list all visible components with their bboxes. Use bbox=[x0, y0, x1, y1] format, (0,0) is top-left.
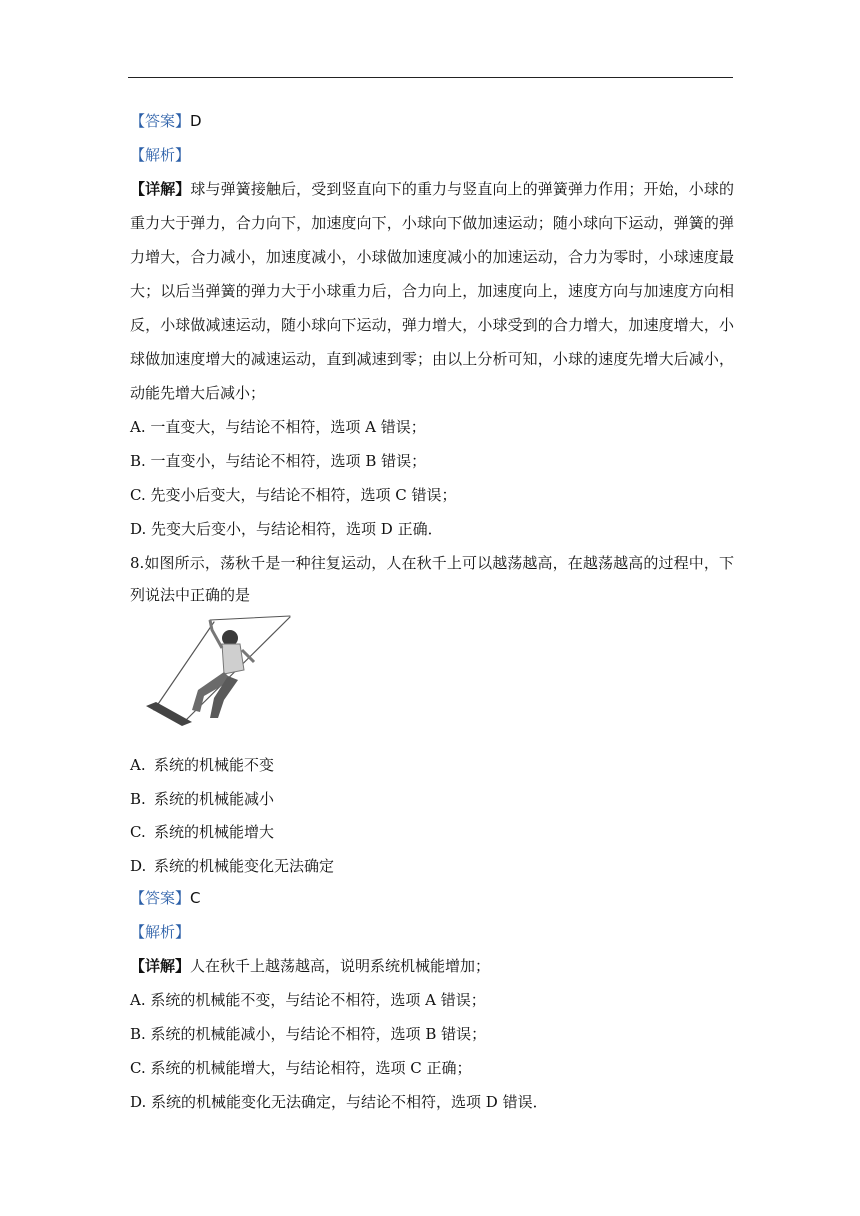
option-text: 系统的机械能增大 bbox=[154, 823, 275, 841]
q7-detail-line-3: 力增大，合力减小，加速度减小，小球做加速度减小的加速运动，合力为零时，小球速度最 bbox=[130, 248, 734, 266]
q7-explanation-c: C. 先变小后变大，与结论不相符，选项 C 错误； bbox=[130, 486, 457, 504]
q7-explanation-d: D. 先变大后变小，与结论相符，选项 D 正确． bbox=[130, 520, 443, 538]
q8-option-a bbox=[130, 755, 734, 775]
q7-detail-line-7: 动能先增大后减小； bbox=[130, 384, 266, 402]
q7-explanation-b: B. 一直变小，与结论不相符，选项 B 错误； bbox=[130, 452, 427, 470]
option-letter: C. bbox=[130, 823, 146, 841]
option-letter: A. bbox=[130, 756, 146, 774]
q7-answer-line bbox=[130, 111, 734, 131]
answer-tag: 【答案】 bbox=[130, 889, 191, 907]
q8-option-b bbox=[130, 789, 734, 809]
option-letter: B. bbox=[130, 790, 146, 808]
q7-detail-line-6: 球做加速度增大的减速运动，直到减速到零；由以上分析可知，小球的速度先增大后减小， bbox=[130, 350, 734, 368]
option-text: 系统的机械能减小 bbox=[154, 790, 275, 808]
q7-detail-line-1 bbox=[130, 179, 734, 199]
detail-text: 人在秋千上越荡越高，说明系统机械能增加； bbox=[190, 957, 491, 975]
q8-explanation-a: A. 系统的机械能不变，与结论不相符，选项 A 错误； bbox=[130, 991, 486, 1009]
q8-explanation-d: D. 系统的机械能变化无法确定，与结论不相符，选项 D 错误． bbox=[130, 1093, 548, 1111]
q8-explanation-c: C. 系统的机械能增大，与结论相符，选项 C 正确； bbox=[130, 1059, 472, 1077]
q8-answer-line bbox=[130, 888, 734, 908]
q8-analysis-tag: 【解析】 bbox=[130, 923, 191, 941]
child-figure bbox=[192, 620, 254, 718]
option-text: 系统的机械能变化无法确定 bbox=[154, 857, 335, 875]
q8-stem-line-2: 列说法中正确的是 bbox=[130, 586, 251, 604]
detail-tag: 【详解】 bbox=[130, 180, 191, 198]
answer-value: C bbox=[190, 889, 201, 907]
detail-tag: 【详解】 bbox=[130, 957, 191, 975]
q8-stem-line-1: 8.如图所示，荡秋千是一种往复运动，人在秋千上可以越荡越高，在越荡越高的过程中，下 bbox=[130, 554, 734, 572]
q7-explanation-a: A. 一直变大，与结论不相符，选项 A 错误； bbox=[130, 418, 426, 436]
q7-detail-line-4: 大；以后当弹簧的弹力大于小球重力后，合力向上，加速度向上，速度方向与加速度方向相 bbox=[130, 282, 734, 300]
q8-option-d bbox=[130, 856, 734, 876]
q7-detail-line-5: 反，小球做减速运动，随小球向下运动，弹力增大，小球受到的合力增大，加速度增大，小 bbox=[130, 316, 734, 334]
detail-text: 球与弹簧接触后，受到竖直向下的重力与竖直向上的弹簧弹力作用；开始，小球的 bbox=[190, 180, 734, 198]
q7-detail-line-2: 重力大于弹力，合力向下，加速度向下，小球向下做加速运动；随小球向下运动，弹簧的弹 bbox=[130, 214, 734, 232]
option-letter: D. bbox=[130, 857, 147, 875]
q8-detail-line bbox=[130, 956, 734, 976]
answer-tag: 【答案】 bbox=[130, 112, 191, 130]
q8-option-c bbox=[130, 822, 734, 842]
header-rule bbox=[128, 77, 733, 78]
answer-value: D bbox=[190, 112, 202, 130]
option-text: 系统的机械能不变 bbox=[154, 756, 275, 774]
swing-figure bbox=[132, 614, 292, 726]
q7-analysis-tag: 【解析】 bbox=[130, 146, 191, 164]
q8-explanation-b: B. 系统的机械能减小，与结论不相符，选项 B 错误； bbox=[130, 1025, 487, 1043]
